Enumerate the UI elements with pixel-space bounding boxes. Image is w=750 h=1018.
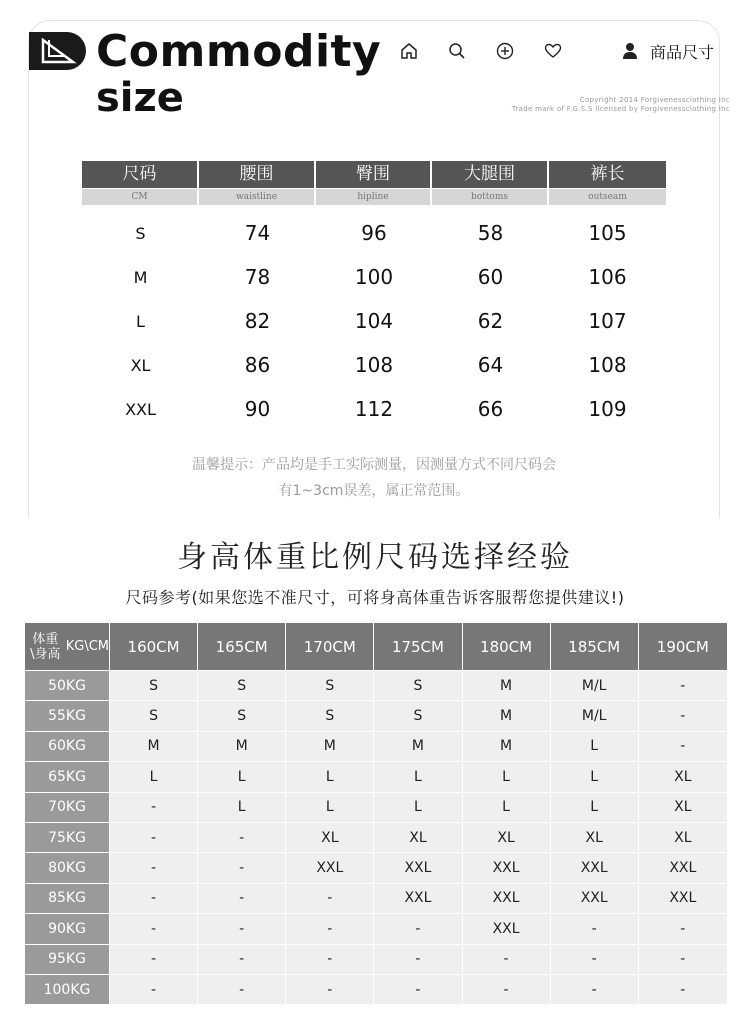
- size-recommendation-cell: -: [639, 701, 727, 730]
- brand-logo: [29, 32, 86, 70]
- table-row: [25, 913, 727, 943]
- size-recommendation-cell: L: [286, 793, 374, 822]
- size-recommendation-cell: -: [198, 823, 286, 852]
- heart-icon[interactable]: [542, 40, 564, 62]
- size-recommendation-cell: -: [110, 945, 198, 974]
- size-recommendation-cell: S: [286, 701, 374, 730]
- size-label-cell: XXL: [125, 399, 156, 419]
- weight-label-cell: 55KG: [25, 701, 110, 730]
- table-row: [82, 387, 666, 431]
- size-recommendation-cell: L: [198, 793, 286, 822]
- size-recommendation-cell: XXL: [551, 884, 639, 913]
- measurement-cell: 74: [244, 221, 271, 245]
- size-recommendation-cell: -: [110, 914, 198, 943]
- size-recommendation-cell: -: [639, 975, 727, 1004]
- table-row: [25, 700, 727, 730]
- size-recommendation-cell: -: [110, 793, 198, 822]
- size-table: [82, 161, 666, 431]
- size-recommendation-cell: M/L: [551, 671, 639, 700]
- size-recommendation-cell: L: [374, 762, 462, 791]
- size-recommendation-cell: M: [286, 732, 374, 761]
- add-icon[interactable]: [494, 40, 516, 62]
- table-row: [25, 883, 727, 913]
- size-recommendation-cell: -: [374, 975, 462, 1004]
- size-recommendation-cell: M/L: [551, 701, 639, 730]
- table-row: [25, 792, 727, 822]
- measurement-cell: 96: [361, 221, 387, 245]
- measurement-cell: 64: [477, 353, 504, 377]
- height-weight-table: [25, 623, 727, 1004]
- weight-label-cell: 80KG: [25, 853, 110, 882]
- size-recommendation-cell: L: [551, 732, 639, 761]
- user-icon: [622, 42, 638, 60]
- size-recommendation-cell: -: [551, 914, 639, 943]
- size-recommendation-cell: -: [110, 975, 198, 1004]
- measurement-cell: 86: [244, 353, 271, 377]
- measurement-cell: 105: [588, 221, 627, 245]
- height-weight-header: [25, 623, 727, 670]
- size-recommendation-cell: -: [110, 853, 198, 882]
- size-recommendation-cell: -: [639, 914, 727, 943]
- height-header-cell: 180CM: [463, 623, 551, 670]
- size-recommendation-cell: M: [463, 671, 551, 700]
- header-cell: 裤长: [549, 161, 666, 188]
- size-recommendation-cell: XXL: [374, 853, 462, 882]
- subheader-cell: bottoms: [432, 189, 549, 205]
- measurement-cell: 108: [354, 353, 394, 377]
- search-icon[interactable]: [446, 40, 468, 62]
- corner-cell: [25, 623, 110, 670]
- weight-label-cell: 95KG: [25, 945, 110, 974]
- measurement-cell: 100: [354, 265, 394, 289]
- height-header-cell: 170CM: [286, 623, 374, 670]
- height-header-cell: 160CM: [110, 623, 198, 670]
- table-row: [25, 822, 727, 852]
- size-recommendation-cell: S: [286, 671, 374, 700]
- size-recommendation-cell: XXL: [463, 914, 551, 943]
- guide-title: 身高体重比例尺码选择经验: [177, 540, 573, 575]
- size-recommendation-cell: S: [374, 671, 462, 700]
- measurement-cell: 82: [244, 309, 271, 333]
- size-recommendation-cell: -: [198, 853, 286, 882]
- size-recommendation-cell: XL: [639, 762, 727, 791]
- size-recommendation-cell: -: [463, 975, 551, 1004]
- weight-label-cell: 70KG: [25, 793, 110, 822]
- size-recommendation-cell: -: [286, 884, 374, 913]
- weight-label-cell: 90KG: [25, 914, 110, 943]
- subheader-cell: hipline: [316, 189, 432, 205]
- size-recommendation-cell: S: [374, 701, 462, 730]
- measurement-cell: 104: [354, 309, 394, 333]
- size-recommendation-cell: L: [286, 762, 374, 791]
- home-icon[interactable]: [398, 40, 420, 62]
- user-menu-label: 商品尺寸: [650, 42, 715, 62]
- size-recommendation-cell: -: [110, 823, 198, 852]
- table-row: [25, 852, 727, 882]
- size-recommendation-cell: L: [110, 762, 198, 791]
- trademark-line: Trade mark of F.G.S.S licensed by Forgivenessclothing Inc: [511, 105, 730, 113]
- size-recommendation-cell: L: [551, 793, 639, 822]
- size-recommendation-cell: M: [198, 732, 286, 761]
- weight-label-cell: 75KG: [25, 823, 110, 852]
- size-table-header: [82, 161, 666, 188]
- height-header-cell: 175CM: [374, 623, 462, 670]
- size-recommendation-cell: XL: [551, 823, 639, 852]
- table-row: [82, 299, 666, 343]
- page-subtitle: size: [96, 75, 184, 121]
- header-cell: 臀围: [316, 161, 432, 188]
- size-recommendation-cell: XXL: [639, 884, 727, 913]
- measurement-cell: 60: [477, 265, 504, 289]
- size-recommendation-cell: -: [286, 914, 374, 943]
- page-title: Commodity: [96, 26, 382, 77]
- table-row: [82, 343, 666, 387]
- measurement-cell: 108: [588, 353, 627, 377]
- size-recommendation-cell: -: [286, 975, 374, 1004]
- measurement-cell: 66: [477, 397, 504, 421]
- subheader-cell: waistline: [199, 189, 316, 205]
- size-recommendation-cell: S: [110, 671, 198, 700]
- header-cell: 大腿围: [432, 161, 549, 188]
- size-recommendation-cell: XXL: [639, 853, 727, 882]
- size-label-cell: L: [136, 311, 145, 331]
- weight-label-cell: 60KG: [25, 732, 110, 761]
- size-recommendation-cell: L: [198, 762, 286, 791]
- user-menu[interactable]: [622, 40, 714, 63]
- subheader-cell: CM: [82, 189, 199, 205]
- size-recommendation-cell: -: [463, 945, 551, 974]
- header-cell: 尺码: [82, 161, 199, 188]
- measurement-cell: 58: [477, 221, 504, 245]
- size-recommendation-cell: XL: [463, 823, 551, 852]
- copyright-notice: [512, 96, 730, 114]
- size-recommendation-cell: -: [551, 975, 639, 1004]
- height-header-cell: 185CM: [551, 623, 639, 670]
- size-recommendation-cell: S: [198, 701, 286, 730]
- size-recommendation-cell: -: [551, 945, 639, 974]
- size-table-body: [82, 211, 666, 431]
- measurement-note-line1: 温馨提示：产品均是手工实际测量，因测量方式不同尺码会: [192, 457, 556, 473]
- size-recommendation-cell: L: [463, 793, 551, 822]
- size-recommendation-cell: -: [198, 975, 286, 1004]
- size-recommendation-cell: XL: [374, 823, 462, 852]
- measurement-cell: 109: [588, 397, 627, 421]
- size-recommendation-cell: -: [286, 945, 374, 974]
- size-recommendation-cell: XL: [286, 823, 374, 852]
- size-recommendation-cell: -: [198, 914, 286, 943]
- weight-label-cell: 50KG: [25, 671, 110, 700]
- size-recommendation-cell: S: [198, 671, 286, 700]
- weight-label-cell: 85KG: [25, 884, 110, 913]
- size-recommendation-cell: -: [110, 884, 198, 913]
- size-recommendation-cell: XL: [639, 793, 727, 822]
- top-nav: [398, 38, 714, 64]
- table-row: [82, 211, 666, 255]
- size-recommendation-cell: XXL: [463, 884, 551, 913]
- size-recommendation-cell: L: [374, 793, 462, 822]
- weight-label-cell: 100KG: [25, 975, 110, 1004]
- measurement-cell: 107: [588, 309, 627, 333]
- size-recommendation-cell: -: [198, 945, 286, 974]
- logo-mark-icon: [39, 38, 77, 64]
- table-row: [25, 731, 727, 761]
- size-recommendation-cell: -: [374, 914, 462, 943]
- measurement-cell: 112: [354, 397, 394, 421]
- size-recommendation-cell: -: [639, 945, 727, 974]
- size-recommendation-cell: M: [463, 732, 551, 761]
- table-row: [25, 670, 727, 700]
- subheader-cell: outseam: [549, 189, 666, 205]
- size-recommendation-cell: XXL: [374, 884, 462, 913]
- size-recommendation-cell: L: [551, 762, 639, 791]
- size-recommendation-cell: XXL: [551, 853, 639, 882]
- size-label-cell: XL: [130, 355, 151, 375]
- measurement-note-line2: 有1~3cm误差，属正常范围。: [278, 483, 470, 499]
- weight-label-cell: 65KG: [25, 762, 110, 791]
- size-recommendation-cell: M: [463, 701, 551, 730]
- height-header-cell: 190CM: [639, 623, 727, 670]
- measurement-cell: 62: [477, 309, 504, 333]
- size-recommendation-cell: S: [110, 701, 198, 730]
- measurement-cell: 90: [244, 397, 271, 421]
- table-row: [25, 761, 727, 791]
- table-row: [25, 944, 727, 974]
- size-label-cell: M: [133, 267, 148, 287]
- size-recommendation-cell: XL: [639, 823, 727, 852]
- table-row: [82, 255, 666, 299]
- height-header-cell: 165CM: [198, 623, 286, 670]
- size-recommendation-cell: -: [639, 671, 727, 700]
- header-cell: 腰围: [199, 161, 316, 188]
- size-table-subheader: [82, 189, 666, 205]
- size-recommendation-cell: XXL: [286, 853, 374, 882]
- size-recommendation-cell: L: [463, 762, 551, 791]
- measurement-cell: 78: [244, 265, 271, 289]
- size-recommendation-cell: XXL: [463, 853, 551, 882]
- corner-label-top: 体重\身高: [30, 631, 61, 662]
- size-recommendation-cell: M: [374, 732, 462, 761]
- height-weight-body: [25, 670, 727, 1004]
- measurement-cell: 106: [588, 265, 627, 289]
- size-recommendation-cell: -: [198, 884, 286, 913]
- corner-label-bottom: KG\CM: [65, 639, 109, 654]
- copyright-line: Copyright 2014 Forgivenessclothing Inc: [579, 96, 730, 104]
- size-recommendation-cell: M: [110, 732, 198, 761]
- size-recommendation-cell: -: [639, 732, 727, 761]
- size-recommendation-cell: -: [374, 945, 462, 974]
- guide-subtitle: 尺码参考(如果您选不准尺寸，可将身高体重告诉客服帮您提供建议!): [125, 588, 625, 607]
- size-label-cell: S: [135, 223, 146, 243]
- table-row: [25, 974, 727, 1004]
